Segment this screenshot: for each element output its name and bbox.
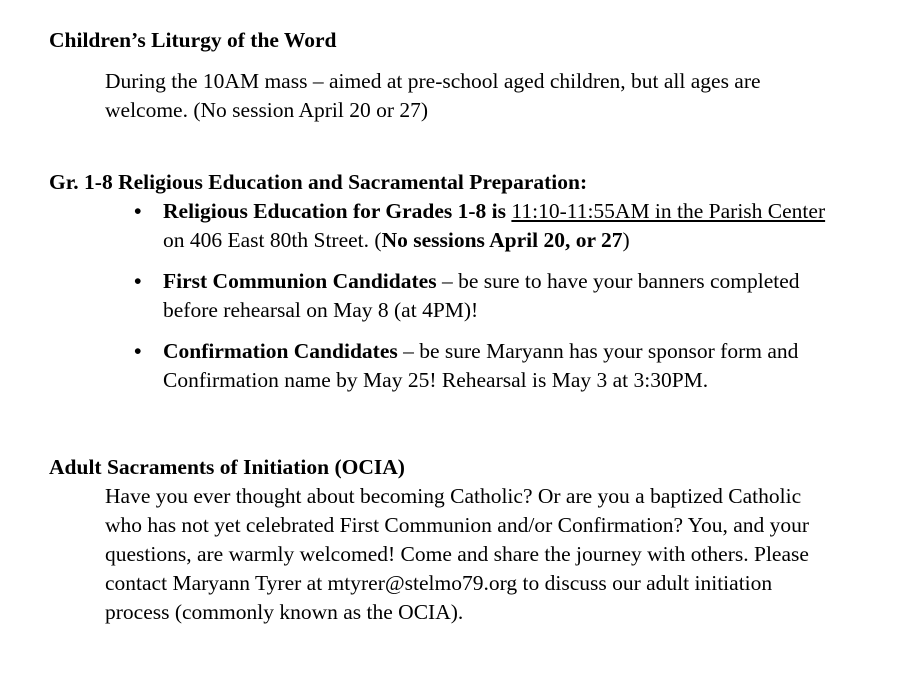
ocia-line-5: process (commonly known as the OCIA). xyxy=(105,600,464,624)
childrens-liturgy-description xyxy=(105,67,905,125)
confirmation-text: – be sure Maryann has your sponsor form and xyxy=(403,339,799,363)
ocia-line-4: contact Maryann Tyrer at mtyrer@stelmo79.org to discuss our adult initiation xyxy=(105,571,773,595)
confirmation-line-2: Confirmation name by May 25! Rehearsal is May 3 at 3:30PM. xyxy=(163,368,709,392)
childrens-liturgy-heading: Children’s Liturgy of the Word xyxy=(49,28,337,52)
no-sessions-note: No sessions April 20, or 27 xyxy=(381,228,623,252)
list-item-first-communion xyxy=(134,267,904,325)
bullet-icon: • xyxy=(134,269,142,293)
close-paren: ) xyxy=(622,228,630,252)
ocia-line-3: questions, are warmly welcomed! Come and share the journey with others. Please xyxy=(105,542,809,566)
parish-center-address: on 406 East 80th Street. ( xyxy=(163,228,382,252)
first-communion-line-2: before rehearsal on May 8 (at 4PM)! xyxy=(163,298,479,322)
ocia-heading: Adult Sacraments of Initiation (OCIA) xyxy=(49,455,405,479)
confirmation-lead: Confirmation Candidates xyxy=(163,339,398,363)
childrens-liturgy-line-1: During the 10AM mass – aimed at pre-school aged children, but all ages are xyxy=(105,69,761,93)
bullet-icon: • xyxy=(134,339,142,363)
parish-center-time: 11:10-11:55AM in the Parish Center xyxy=(511,199,826,223)
ocia-line-2: who has not yet celebrated First Communion and/or Confirmation? You, and your xyxy=(105,513,810,537)
childrens-liturgy-line-2: welcome. (No session April 20 or 27) xyxy=(105,98,429,122)
religious-education-list xyxy=(134,197,904,407)
bullet-icon: • xyxy=(134,199,142,223)
list-item-religious-education xyxy=(134,197,904,255)
religious-education-heading: Gr. 1-8 Religious Education and Sacramental Preparation: xyxy=(49,170,588,194)
list-item-confirmation xyxy=(134,337,904,395)
first-communion-lead: First Communion Candidates xyxy=(163,269,437,293)
religious-education-lead: Religious Education for Grades 1-8 is xyxy=(163,199,507,223)
first-communion-text: – be sure to have your banners completed xyxy=(441,269,800,293)
ocia-description xyxy=(105,482,905,627)
ocia-line-1: Have you ever thought about becoming Catholic? Or are you a baptized Catholic xyxy=(105,484,802,508)
